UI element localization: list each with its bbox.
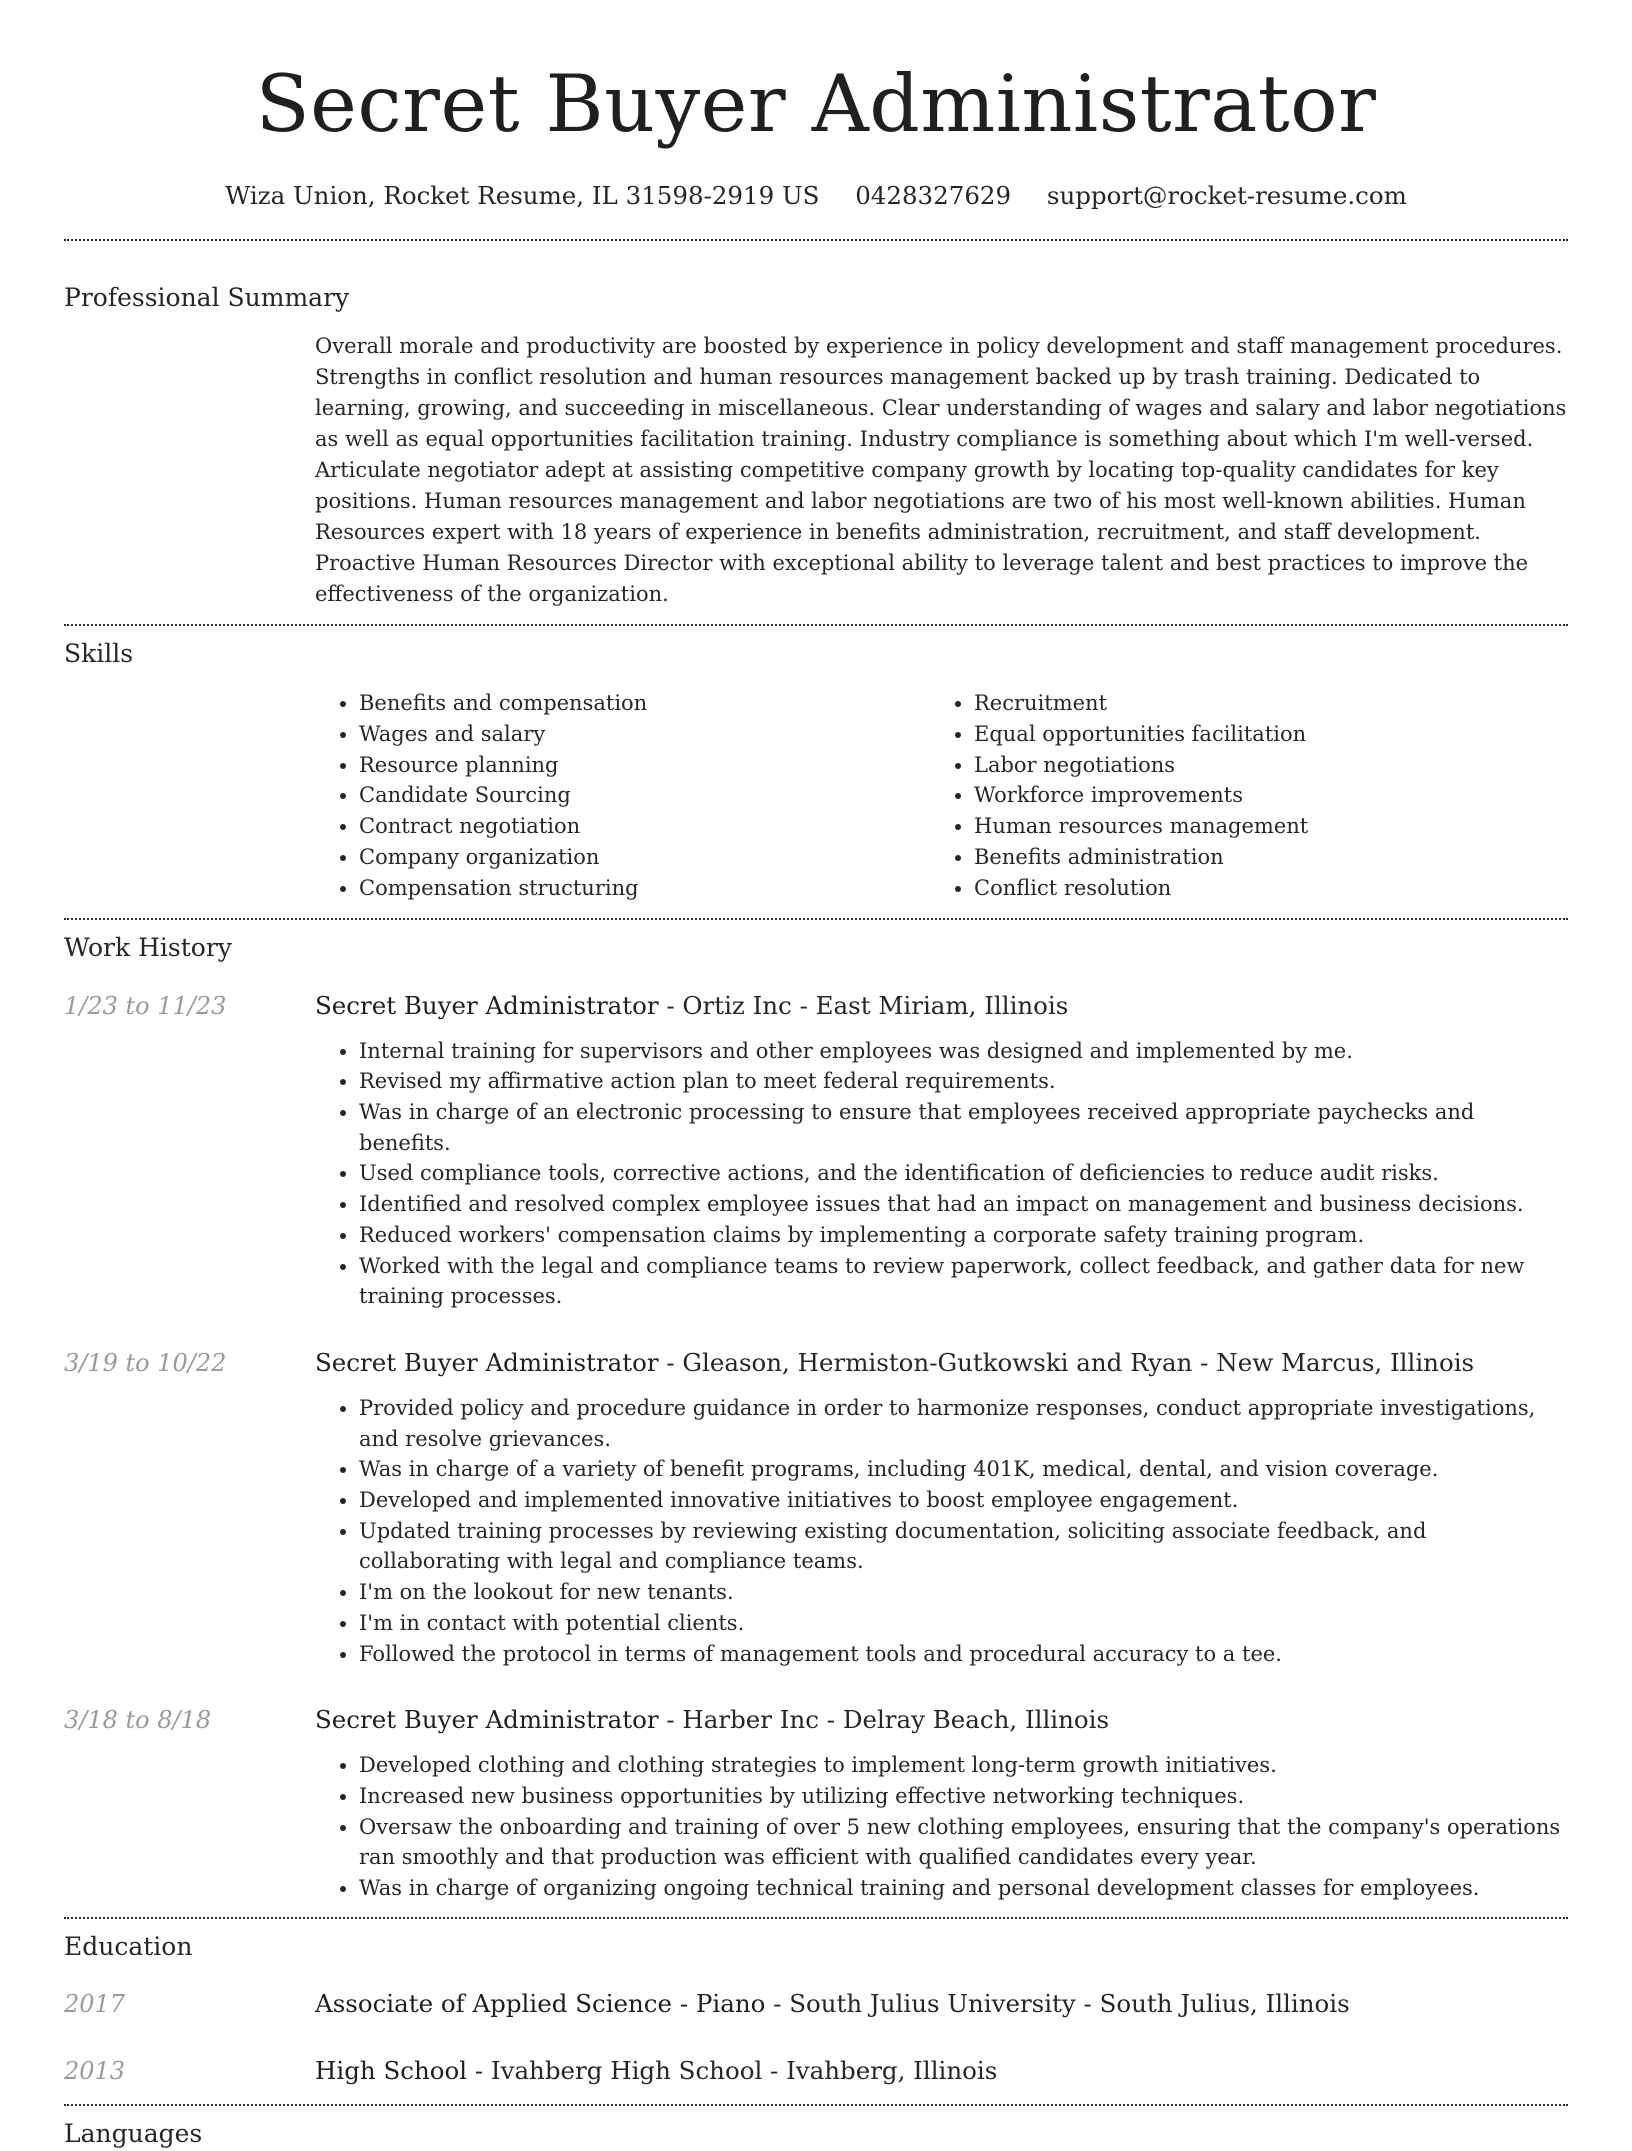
job-bullet: • Was in charge of organizing ongoing technical training and personal development classes for employees. [359, 1873, 1568, 1904]
job-bullet: • Internal training for supervisors and other employees was designed and implemented by me. [359, 1036, 1568, 1067]
skill-item: • Company organization [359, 842, 930, 873]
job-bullet: • Used compliance tools, corrective actions, and the identification of deficiencies to reduce audit risks. [359, 1158, 1568, 1189]
skill-item: • Contract negotiation [359, 811, 930, 842]
skills-list [315, 688, 1568, 904]
skill-item: • Workforce improvements [974, 780, 1544, 811]
job-employer: - Gleason, Hermiston-Gutkowski and Ryan - New Marcus, Illinois [658, 1347, 1475, 1377]
education-entry [64, 2054, 1568, 2088]
section-title-work-history: Work History [64, 932, 232, 962]
education-year: 2013 [64, 2056, 126, 2085]
education-school: - South Julius University - South Julius, Illinois [765, 1988, 1350, 2018]
education-year: 2017 [64, 1989, 126, 2018]
skill-item: • Recruitment [974, 688, 1544, 719]
job-bullet: • Developed and implemented innovative initiatives to boost employee engagement. [359, 1485, 1568, 1516]
job-role: Secret Buyer Administrator [315, 1347, 659, 1377]
job-heading [315, 989, 1568, 1023]
job-bullet: • Reduced workers' compensation claims by implementing a corporate safety training program. [359, 1220, 1568, 1251]
job-bullet: • Identified and resolved complex employee issues that had an impact on management and business decisions. [359, 1189, 1568, 1220]
job-bullet: • Oversaw the onboarding and training of over 5 new clothing employees, ensuring that the company's operations ran smoothly and that production was efficient with qualified candidates every year. [359, 1812, 1568, 1873]
skill-item: • Conflict resolution [974, 873, 1544, 904]
job-bullet: • Followed the protocol in terms of management tools and procedural accuracy to a tee. [359, 1639, 1568, 1670]
skill-item: • Wages and salary [359, 719, 930, 750]
skill-item: • Benefits administration [974, 842, 1544, 873]
job-employer: - Ortiz Inc - East Miriam, Illinois [658, 990, 1069, 1020]
skills-column-left [315, 688, 930, 904]
job-dates: 1/23 to 11/23 [64, 991, 227, 1020]
job-bullet: • I'm on the lookout for new tenants. [359, 1577, 1568, 1608]
skill-item: • Equal opportunities facilitation [974, 719, 1544, 750]
job-bullet: • Increased new business opportunities by utilizing effective networking techniques. [359, 1781, 1568, 1812]
job-dates: 3/19 to 10/22 [64, 1348, 227, 1377]
education-degree: Associate of Applied Science - Piano [315, 1988, 766, 2018]
candidate-name: Secret Buyer Administrator [255, 58, 1377, 150]
job-heading [315, 1703, 1568, 1737]
education-degree: High School [315, 2055, 468, 2085]
job-bullet: • Was in charge of an electronic processing to ensure that employees received appropriate paychecks and benefits. [359, 1097, 1568, 1158]
divider [64, 918, 1568, 920]
job-bullets [315, 1393, 1568, 1669]
job-entry [64, 1346, 1568, 1669]
job-dates: 3/18 to 8/18 [64, 1706, 212, 1735]
skill-item: • Compensation structuring [359, 873, 930, 904]
skill-item: • Labor negotiations [974, 750, 1544, 781]
job-bullet: • Updated training processes by reviewing existing documentation, soliciting associate feedback, and collaborating with legal and compliance teams. [359, 1516, 1568, 1577]
divider [64, 2104, 1568, 2106]
skill-item: • Resource planning [359, 750, 930, 781]
job-bullet: • Provided policy and procedure guidance in order to harmonize responses, conduct appropriate investigations, and resolve grievances. [359, 1393, 1568, 1454]
job-bullet: • I'm in contact with potential clients. [359, 1608, 1568, 1639]
contact-phone: 0428327629 [855, 181, 1012, 210]
job-employer: - Harber Inc - Delray Beach, Illinois [658, 1705, 1110, 1735]
job-bullet: • Was in charge of a variety of benefit programs, including 401K, medical, dental, and vision coverage. [359, 1454, 1568, 1485]
education-school: - Ivahberg High School - Ivahberg, Illinois [467, 2055, 998, 2085]
job-role: Secret Buyer Administrator [315, 990, 659, 1020]
skill-item: • Candidate Sourcing [359, 780, 930, 811]
skill-item: • Benefits and compensation [359, 688, 930, 719]
summary-text: Overall morale and productivity are boosted by experience in policy development and staff management procedures. Strengths in conflict resolution and human resources management backed up by trash training. Dedicated to learning, growing, and succeeding in miscellaneous. Clear understanding of wages and salary and labor negotiations as well as equal opportunities facilitation training. Industry compliance is something about which I'm well-versed. Articulate negotiator adept at assisting competitive company growth by locating top-quality candidates for key positions. Human resources management and labor negotiations are two of his most well-known abilities. Human Resources expert with 18 years of experience in benefits administration, recruitment, and staff development. Proactive Human Resources Director with exceptional ability to leverage talent and best practices to improve the effectiveness of the organization. [315, 334, 1567, 606]
contact-address: Wiza Union, Rocket Resume, IL 31598-2919 US [225, 181, 820, 210]
resume-page [64, 0, 1568, 2151]
job-bullet: • Revised my affirmative action plan to meet federal requirements. [359, 1066, 1568, 1097]
job-role: Secret Buyer Administrator [315, 1705, 659, 1735]
divider [64, 239, 1568, 241]
job-bullet: • Worked with the legal and compliance teams to review paperwork, collect feedback, and gather data for new training processes. [359, 1251, 1568, 1312]
contact-email[interactable]: support@rocket-resume.com [1046, 181, 1407, 210]
skill-item: • Human resources management [974, 811, 1544, 842]
job-entry [64, 1703, 1568, 1904]
job-heading [315, 1346, 1568, 1380]
job-entry [64, 989, 1568, 1312]
section-title-skills: Skills [64, 639, 134, 668]
divider [64, 1917, 1568, 1919]
section-title-languages: Languages [64, 2118, 203, 2148]
section-title-summary: Professional Summary [64, 283, 350, 312]
contact-line [64, 176, 1568, 216]
section-title-education: Education [64, 1931, 193, 1961]
education-entry [64, 1987, 1568, 2021]
divider [64, 624, 1568, 626]
job-bullets [315, 1750, 1568, 1904]
job-bullets [315, 1036, 1568, 1312]
skills-column-right [930, 688, 1544, 904]
job-bullet: • Developed clothing and clothing strategies to implement long-term growth initiatives. [359, 1750, 1568, 1781]
